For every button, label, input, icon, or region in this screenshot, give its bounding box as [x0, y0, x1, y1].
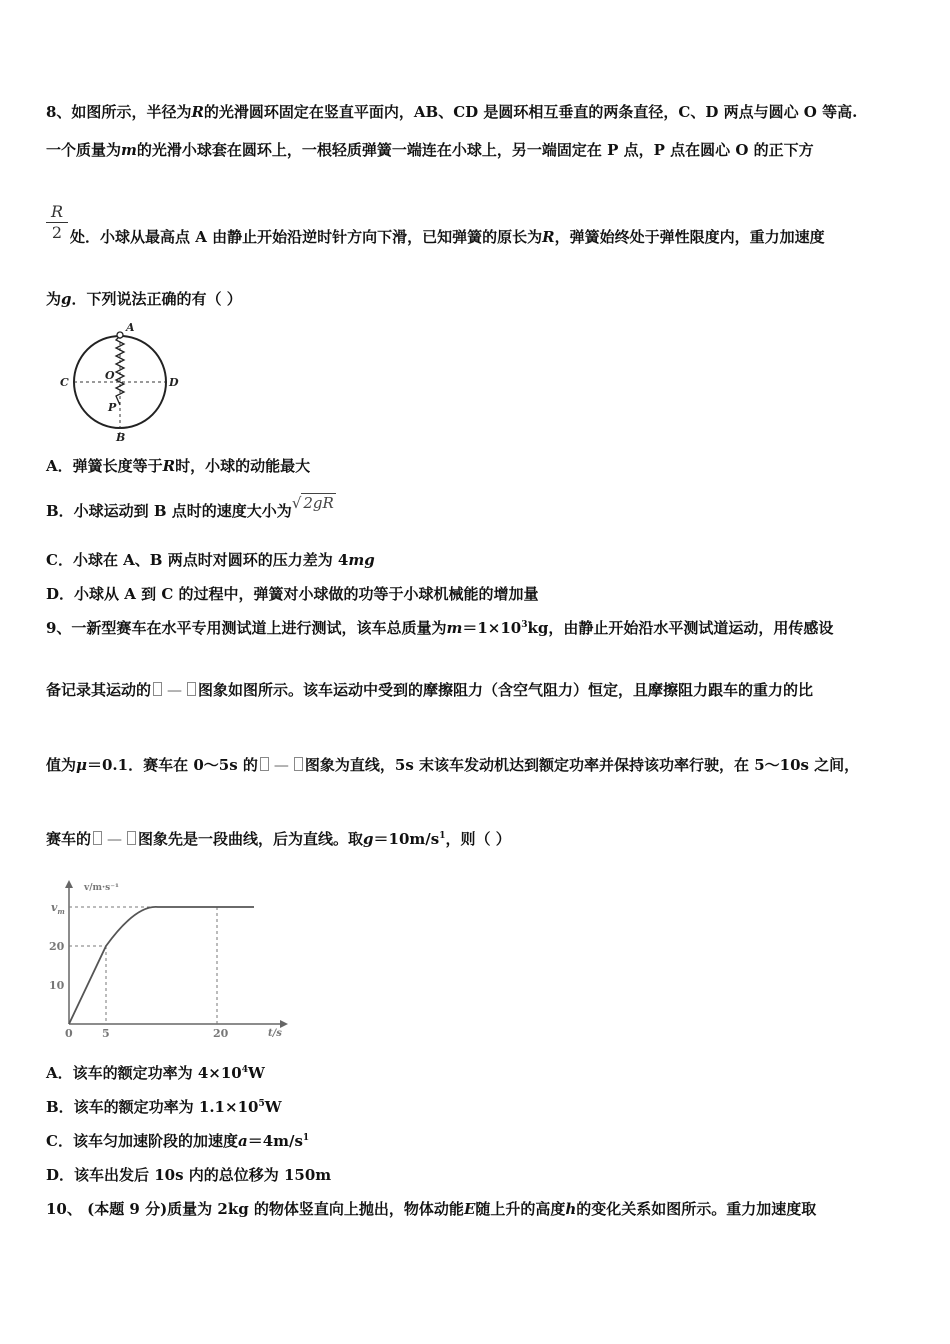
- q8-option-a: A．弹簧长度等于R时，小球的动能最大: [46, 457, 311, 475]
- missing-glyph-icon: [294, 757, 303, 771]
- x-tick-label-5: 5: [102, 1027, 110, 1040]
- q9-line-2: 备记录其运动的 — 图象如图所示。该车运动中受到的摩擦阻力（含空气阻力）恒定，且摩擦阻力跟车的重力的比: [46, 681, 814, 699]
- q9-line-3: 值为μ＝0.1．赛车在 0～5s 的 — 图象为直线，5s 末该车发动机达到额定功率并保持该功率行驶，在 5～10s 之间，: [46, 756, 860, 774]
- x-axis-arrow: [280, 1020, 288, 1028]
- label-c: C: [60, 376, 69, 389]
- vt-chart: [44, 874, 294, 1044]
- q9-option-c: C．该车匀加速阶段的加速度$a=4m/s^1$: [46, 1132, 310, 1150]
- missing-glyph-icon: [127, 831, 136, 845]
- y-tick-label-10: 10: [49, 979, 65, 992]
- label-a: A: [126, 322, 135, 334]
- label-p: P: [108, 401, 117, 414]
- q8-line-4: 为g．下列说法正确的有（ ）: [46, 290, 242, 308]
- spring: [116, 336, 124, 405]
- chart-axes: [51, 880, 288, 1039]
- fraction-r-over-2: $\frac{R}{2}$: [46, 202, 68, 243]
- ball-a: [117, 332, 123, 338]
- q9-line-4: 赛车的 — 图象先是一段曲线，后为直线。取$g=10m/s^1$，则（ ）: [46, 830, 511, 848]
- q8-ring-diagram: [55, 322, 185, 444]
- vm-label: $v_m$: [51, 901, 65, 916]
- missing-glyph-icon: [187, 682, 196, 696]
- y-axis-label: v/m·s⁻¹: [84, 883, 119, 893]
- q9-option-d: D．该车出发后 10s 内的总位移为 150m: [46, 1166, 332, 1184]
- q9-option-b: B．该车的额定功率为 $1.1\times 10^5W$: [46, 1098, 282, 1116]
- missing-glyph-icon: [93, 831, 102, 845]
- label-o: O: [105, 369, 115, 382]
- q9-line-1: 9、一新型赛车在水平专用测试道上进行测试，该车总质量为$m=1\times 10^3kg$，由静止开始沿水平测试道运动，用传感设: [46, 619, 834, 637]
- x-tick-label-20: 20: [213, 1027, 229, 1040]
- q8-line-1: 8、如图所示，半径为R的光滑圆环固定在竖直平面内，AB、CD 是圆环相互垂直的两条直径，C、D 两点与圆心 O 等高.: [46, 103, 858, 121]
- sqrt-2gr: √ 2gR: [291, 494, 334, 512]
- x-tick-label-0: 0: [65, 1027, 73, 1040]
- x-axis-label: t/s: [268, 1028, 282, 1039]
- y-axis-arrow: [65, 880, 73, 888]
- q8-option-d: D．小球从 A 到 C 的过程中，弹簧对小球做的功等于小球机械能的增加量: [46, 585, 539, 603]
- missing-glyph-icon: [260, 757, 269, 771]
- q8-option-b: B．小球运动到 B 点时的速度大小为√ 2gR: [46, 494, 334, 520]
- y-tick-label-20: 20: [49, 940, 65, 953]
- q10-line-1: 10、 (本题 9 分)质量为 2kg 的物体竖直向上抛出，物体动能E随上升的高度h的变化关系如图所示。重力加速度取: [46, 1200, 817, 1218]
- chart-marks: [49, 907, 254, 1040]
- missing-glyph-icon: [153, 682, 162, 696]
- q8-option-c: C．小球在 A、B 两点时对圆环的压力差为 4mg: [46, 551, 375, 569]
- var-R: R: [191, 103, 204, 121]
- q9-option-a: A．该车的额定功率为 $4\times 10^4W$: [46, 1064, 265, 1082]
- q8-line-2: 一个质量为m的光滑小球套在圆环上，一根轻质弹簧一端连在小球上，另一端固定在 P 点，P 点在圆心 O 的正下方: [46, 141, 814, 159]
- q8-line-3: 处．小球从最高点 A 由静止开始沿逆时针方向下滑，已知弹簧的原长为R，弹簧始终处于弹性限度内，重力加速度: [70, 228, 825, 246]
- var-m: m: [121, 141, 137, 159]
- series-line-velocity: [69, 907, 254, 1024]
- label-b: B: [116, 431, 126, 444]
- label-d: D: [169, 376, 179, 389]
